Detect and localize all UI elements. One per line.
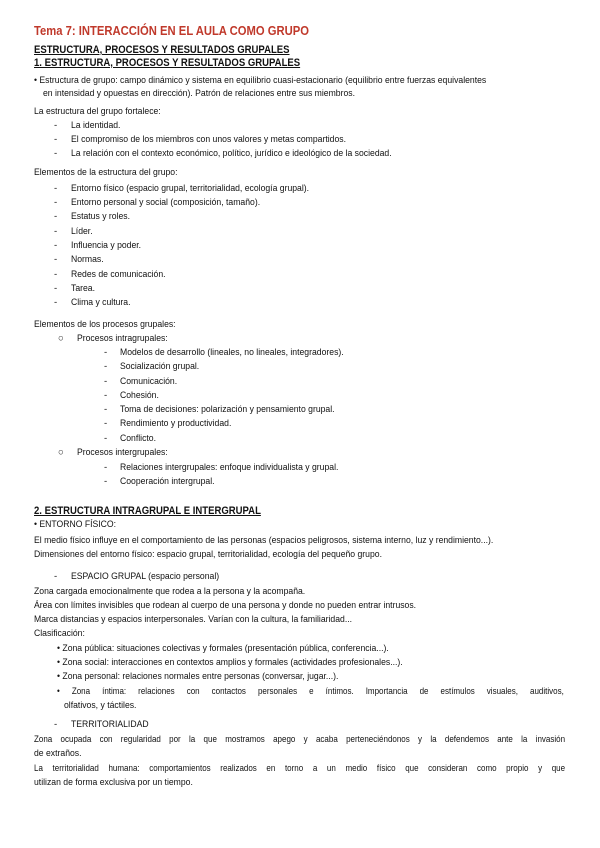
list-bullet: - xyxy=(54,211,58,222)
list-item: Rendimiento y productividad. xyxy=(120,418,232,429)
list-item: El compromiso de los miembros con unos valores y metas compartidos. xyxy=(71,134,346,145)
paragraph-line: Dimensiones del entorno físico: espacio grupal, territorialidad, ecología del pequeño grupo. xyxy=(34,549,382,560)
list-bullet: - xyxy=(104,404,108,415)
list-bullet: - xyxy=(54,297,58,308)
list-bullet: - xyxy=(54,183,58,194)
list-item: Socialización grupal. xyxy=(120,361,200,372)
definition-line: • Estructura de grupo: campo dinámico y sistema en equilibrio cuasi-estacionario (equilibrio entre fuerzas equivalentes xyxy=(34,75,487,86)
list-label: Elementos de los procesos grupales: xyxy=(34,319,176,330)
list-item: La identidad. xyxy=(71,120,121,131)
paragraph-line: Marca distancias y espacios interpersonales. Varían con la cultura, la familiaridad... xyxy=(34,614,353,625)
paragraph-line: utilizan de forma exclusiva por un tiempo. xyxy=(34,777,193,788)
list-item: Influencia y poder. xyxy=(71,240,142,251)
list-item: Cohesión. xyxy=(120,390,159,401)
list-item: Entorno físico (espacio grupal, territorialidad, ecología grupal). xyxy=(71,183,310,194)
paragraph-line: Zona ocupada con regularidad por la que mostramos apego y acaba perteneciéndonos y la defendemos ante la invasión xyxy=(34,734,566,745)
list-item: Conflicto. xyxy=(120,433,156,444)
list-item: Normas. xyxy=(71,254,104,265)
list-bullet: - xyxy=(54,240,58,251)
paragraph-line: de extraños. xyxy=(34,748,82,759)
list-bullet: - xyxy=(104,347,108,358)
list-bullet: - xyxy=(54,254,58,265)
list-bullet: - xyxy=(104,462,108,473)
paragraph-line: Zona cargada emocionalmente que rodea a la persona y la acompaña. xyxy=(34,586,306,597)
list-item: Entorno personal y social (composición, tamaño). xyxy=(71,197,261,208)
list-bullet: - xyxy=(104,476,108,487)
list-item: • Zona social: interacciones en contextos amplios y formales (actividades profesionales...). xyxy=(57,657,403,668)
list-bullet: - xyxy=(54,134,58,145)
list-bullet: - xyxy=(54,120,58,131)
list-bullet: - xyxy=(54,148,58,159)
list-bullet: - xyxy=(104,418,108,429)
list-item-continuation: olfativos, y táctiles. xyxy=(64,700,137,711)
list-item: La relación con el contexto económico, político, jurídico e ideológico de la sociedad. xyxy=(71,148,392,159)
list-bullet: - xyxy=(54,197,58,208)
list-item: Cooperación intergrupal. xyxy=(120,476,215,487)
subsection-label: • ENTORNO FÍSICO: xyxy=(34,519,117,530)
list-bullet: - xyxy=(104,390,108,401)
list-bullet: - xyxy=(54,571,58,582)
list-item: Líder. xyxy=(71,226,93,237)
list-bullet: - xyxy=(54,719,58,730)
section-heading: ESTRUCTURA, PROCESOS Y RESULTADOS GRUPALES xyxy=(34,44,290,56)
circle-bullet-icon: ○ xyxy=(58,333,64,344)
sublist-label: Procesos intergrupales: xyxy=(77,447,168,458)
paragraph-line: Clasificación: xyxy=(34,628,85,639)
list-item: Toma de decisiones: polarización y pensamiento grupal. xyxy=(120,404,335,415)
definition-line: en intensidad y opuestas en dirección). Patrón de relaciones entre sus miembros. xyxy=(43,88,355,99)
list-item: Relaciones intergrupales: enfoque individualista y grupal. xyxy=(120,462,339,473)
list-item: Comunicación. xyxy=(120,376,178,387)
list-item: • Zona pública: situaciones colectivas y formales (presentación pública, conferencia...). xyxy=(57,643,389,654)
subsection-label: ESPACIO GRUPAL (espacio personal) xyxy=(71,571,220,582)
list-label: La estructura del grupo fortalece: xyxy=(34,106,161,117)
circle-bullet-icon: ○ xyxy=(58,447,64,458)
list-item: Tarea. xyxy=(71,283,96,294)
list-item: Estatus y roles. xyxy=(71,211,131,222)
list-label: Elementos de la estructura del grupo: xyxy=(34,167,178,178)
list-bullet: - xyxy=(104,433,108,444)
page-title: Tema 7: INTERACCIÓN EN EL AULA COMO GRUPO xyxy=(34,24,310,38)
paragraph-line: El medio físico influye en el comportamiento de las personas (espacios peligrosos, sistema interno, luz y rendimiento...). xyxy=(34,535,494,546)
list-item: Redes de comunicación. xyxy=(71,269,166,280)
list-bullet: - xyxy=(54,283,58,294)
section-heading: 2. ESTRUCTURA INTRAGRUPAL E INTERGRUPAL xyxy=(34,505,261,517)
list-bullet: - xyxy=(104,376,108,387)
subsection-label: TERRITORIALIDAD xyxy=(71,719,149,730)
list-item: Clima y cultura. xyxy=(71,297,131,308)
paragraph-line: Área con límites invisibles que rodean al cuerpo de una persona y donde no pueden entrar intrusos. xyxy=(34,600,417,611)
list-bullet: - xyxy=(54,269,58,280)
list-item: • Zona personal: relaciones normales entre personas (conversar, jugar...). xyxy=(57,671,339,682)
list-bullet: - xyxy=(104,361,108,372)
paragraph-line: La territorialidad humana: comportamientos realizados en torno a un medio físico que consideran como propio y que xyxy=(34,763,566,774)
section-subheading: 1. ESTRUCTURA, PROCESOS Y RESULTADOS GRUPALES xyxy=(34,57,301,69)
list-bullet: - xyxy=(54,226,58,237)
sublist-label: Procesos intragrupales: xyxy=(77,333,168,344)
list-item: Modelos de desarrollo (lineales, no lineales, integradores). xyxy=(120,347,344,358)
list-item: • Zona íntima: relaciones con contactos personales e íntimos. Importancia de estímulos visuales, auditivos, xyxy=(57,686,564,697)
